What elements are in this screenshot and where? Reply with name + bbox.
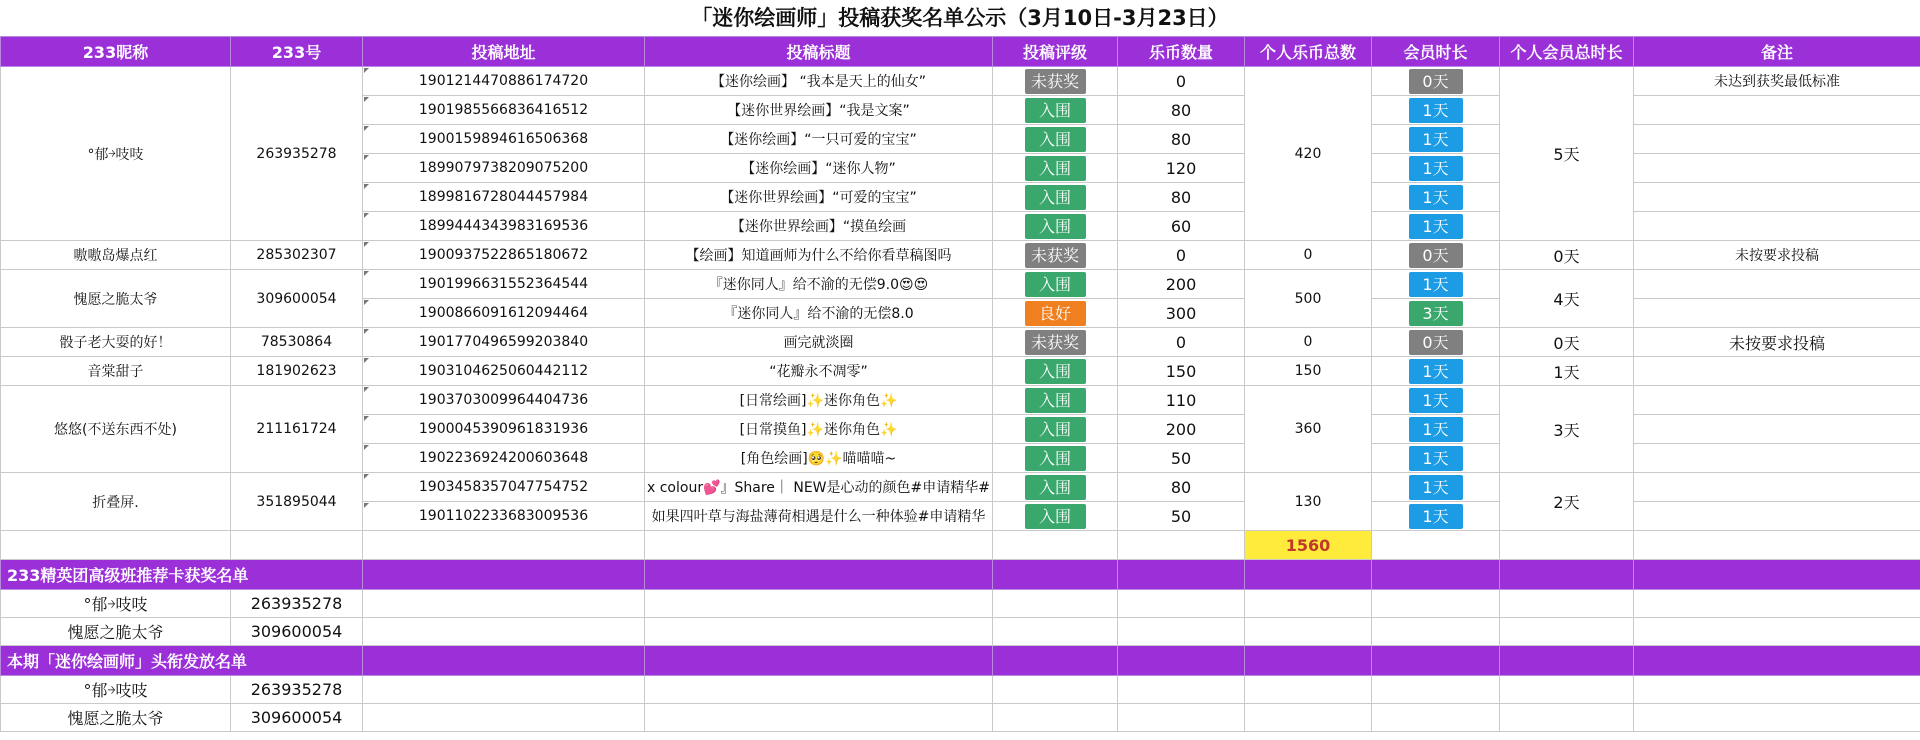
empty-cell — [645, 531, 993, 560]
section-title: 本期「迷你绘画师」头衔发放名单 — [1, 646, 363, 676]
table-row — [1, 241, 1920, 270]
note-cell — [1634, 502, 1920, 531]
header-rating: 投稿评级 — [993, 37, 1118, 67]
note-cell — [1634, 357, 1920, 386]
note-cell — [1634, 96, 1920, 125]
note-cell — [1634, 444, 1920, 473]
post-url-cell[interactable]: 1899816728044457984 — [363, 183, 645, 212]
rating-badge: 未获奖 — [1025, 243, 1086, 268]
empty-cell — [1634, 531, 1920, 560]
user-id-cell: 181902623 — [231, 357, 363, 386]
nickname-cell: 音棠甜子 — [1, 357, 231, 386]
user-id-cell: 263935278 — [231, 590, 363, 618]
coin-total-cell: 420 — [1245, 67, 1372, 241]
note-cell — [1634, 415, 1920, 444]
coins-cell: 80 — [1118, 473, 1245, 502]
note-cell — [1634, 299, 1920, 328]
member-total-cell: 2天 — [1500, 473, 1634, 531]
coins-cell: 0 — [1118, 67, 1245, 96]
rating-cell — [993, 212, 1118, 241]
note-cell — [1634, 212, 1920, 241]
member-cell — [1372, 415, 1500, 444]
post-url-cell[interactable]: 1900937522865180672 — [363, 241, 645, 270]
rating-cell — [993, 357, 1118, 386]
rating-cell — [993, 299, 1118, 328]
coins-cell: 300 — [1118, 299, 1245, 328]
header-row — [1, 37, 1920, 67]
user-id-cell: 211161724 — [231, 386, 363, 473]
rating-badge: 入围 — [1025, 417, 1086, 442]
user-id-cell: 351895044 — [231, 473, 363, 531]
member-cell — [1372, 328, 1500, 357]
post-url-cell[interactable]: 1899444343983169536 — [363, 212, 645, 241]
post-url-cell[interactable]: 1902236924200603648 — [363, 444, 645, 473]
member-badge: 1天 — [1409, 446, 1463, 471]
post-title-cell: 【迷你绘画】“一只可爱的宝宝” — [645, 125, 993, 154]
coins-cell: 120 — [1118, 154, 1245, 183]
header-member-total: 个人会员总时长 — [1500, 37, 1634, 67]
post-url-cell[interactable]: 1903703009964404736 — [363, 386, 645, 415]
member-badge: 1天 — [1409, 98, 1463, 123]
coins-cell: 0 — [1118, 328, 1245, 357]
user-id-cell: 263935278 — [231, 676, 363, 704]
member-total-cell: 0天 — [1500, 328, 1634, 357]
member-total-cell: 1天 — [1500, 357, 1634, 386]
table-row — [1, 328, 1920, 357]
member-cell — [1372, 241, 1500, 270]
post-url-cell[interactable]: 1901985566836416512 — [363, 96, 645, 125]
rating-badge: 入围 — [1025, 388, 1086, 413]
rating-badge: 良好 — [1025, 301, 1086, 326]
coins-cell: 200 — [1118, 270, 1245, 299]
note-cell — [1634, 125, 1920, 154]
nickname-cell: 悠悠(不送东西不处) — [1, 386, 231, 473]
coins-cell: 60 — [1118, 212, 1245, 241]
post-title-cell: x colour💕』Share｜ NEW是心动的颜色#申请精华# — [645, 473, 993, 502]
empty-cell — [1, 531, 231, 560]
nickname-cell: °郁￫吱吱 — [1, 590, 231, 618]
member-badge: 1天 — [1409, 475, 1463, 500]
post-title-cell: [角色绘画]🥺✨喵喵喵~ — [645, 444, 993, 473]
table-row — [1, 67, 1920, 96]
member-cell — [1372, 357, 1500, 386]
post-title-cell: 【迷你绘画】“迷你人物” — [645, 154, 993, 183]
rating-cell — [993, 183, 1118, 212]
rating-cell — [993, 502, 1118, 531]
list-item — [1, 704, 1920, 732]
member-cell — [1372, 125, 1500, 154]
post-title-cell: 【迷你世界绘画】“可爱的宝宝” — [645, 183, 993, 212]
empty-cell — [1372, 531, 1500, 560]
post-title-cell: 【绘画】知道画师为什么不给你看草稿图吗 — [645, 241, 993, 270]
nickname-cell: 嗷嗷岛爆点红 — [1, 241, 231, 270]
coins-cell: 80 — [1118, 183, 1245, 212]
table-row — [1, 357, 1920, 386]
section-title: 233精英团高级班推荐卡获奖名单 — [1, 560, 363, 590]
rating-badge: 入围 — [1025, 504, 1086, 529]
rating-badge: 入围 — [1025, 272, 1086, 297]
header-title: 投稿标题 — [645, 37, 993, 67]
coin-total-cell: 130 — [1245, 473, 1372, 531]
rating-badge: 未获奖 — [1025, 69, 1086, 94]
rating-cell — [993, 444, 1118, 473]
post-title-cell: “花瓣永不凋零” — [645, 357, 993, 386]
section-header-title-award — [1, 646, 1920, 676]
rating-badge: 入围 — [1025, 446, 1086, 471]
empty-cell — [363, 531, 645, 560]
section-header-recommend — [1, 560, 1920, 590]
member-badge: 0天 — [1409, 69, 1463, 94]
member-cell — [1372, 270, 1500, 299]
post-url-cell[interactable]: 1900866091612094464 — [363, 299, 645, 328]
rating-cell — [993, 415, 1118, 444]
table-row — [1, 386, 1920, 415]
rating-cell — [993, 270, 1118, 299]
coins-cell: 0 — [1118, 241, 1245, 270]
post-url-cell[interactable]: 1903104625060442112 — [363, 357, 645, 386]
post-title-cell: 『迷你同人』给不渝的无偿8.0 — [645, 299, 993, 328]
rating-badge: 入围 — [1025, 127, 1086, 152]
nickname-cell: °郁￫吱吱 — [1, 67, 231, 241]
post-url-cell[interactable]: 1901214470886174720 — [363, 67, 645, 96]
member-cell — [1372, 444, 1500, 473]
member-badge: 0天 — [1409, 330, 1463, 355]
post-url-cell[interactable]: 1900045390961831936 — [363, 415, 645, 444]
user-id-cell: 78530864 — [231, 328, 363, 357]
nickname-cell: °郁￫吱吱 — [1, 676, 231, 704]
post-url-cell[interactable]: 1901102233683009536 — [363, 502, 645, 531]
total-row — [1, 531, 1920, 560]
note-cell — [1634, 183, 1920, 212]
post-title-cell: 如果四叶草与海盐薄荷相遇是什么一种体验#申请精华 — [645, 502, 993, 531]
list-item — [1, 676, 1920, 704]
table-row — [1, 270, 1920, 299]
coin-total-cell: 0 — [1245, 328, 1372, 357]
post-title-cell: 【迷你世界绘画】“摸鱼绘画 — [645, 212, 993, 241]
member-badge: 1天 — [1409, 388, 1463, 413]
nickname-cell: 愧愿之脆太爷 — [1, 270, 231, 328]
member-badge: 1天 — [1409, 417, 1463, 442]
note-cell — [1634, 270, 1920, 299]
member-cell — [1372, 212, 1500, 241]
member-cell — [1372, 154, 1500, 183]
member-cell — [1372, 386, 1500, 415]
grand-total-cell: 1560 — [1245, 531, 1372, 560]
list-item — [1, 618, 1920, 646]
rating-badge: 入围 — [1025, 98, 1086, 123]
member-cell — [1372, 473, 1500, 502]
coin-total-cell: 150 — [1245, 357, 1372, 386]
note-cell — [1634, 154, 1920, 183]
member-cell — [1372, 502, 1500, 531]
note-cell — [1634, 473, 1920, 502]
coins-cell: 50 — [1118, 502, 1245, 531]
post-title-cell: 画完就淡圈 — [645, 328, 993, 357]
rating-cell — [993, 125, 1118, 154]
post-url-cell[interactable]: 1899079738209075200 — [363, 154, 645, 183]
post-title-cell: [日常绘画]✨迷你角色✨ — [645, 386, 993, 415]
rating-cell — [993, 473, 1118, 502]
list-item — [1, 590, 1920, 618]
member-badge: 1天 — [1409, 504, 1463, 529]
nickname-cell: 愧愿之脆太爷 — [1, 704, 231, 732]
header-member: 会员时长 — [1372, 37, 1500, 67]
rating-cell — [993, 328, 1118, 357]
rating-cell — [993, 67, 1118, 96]
coins-cell: 200 — [1118, 415, 1245, 444]
empty-cell — [1500, 531, 1634, 560]
empty-cell — [993, 531, 1118, 560]
header-coin-total: 个人乐币总数 — [1245, 37, 1372, 67]
header-note: 备注 — [1634, 37, 1920, 67]
header-coins: 乐币数量 — [1118, 37, 1245, 67]
member-total-cell: 3天 — [1500, 386, 1634, 473]
member-badge: 1天 — [1409, 359, 1463, 384]
award-table — [0, 36, 1920, 732]
post-url-cell[interactable]: 1900159894616506368 — [363, 125, 645, 154]
member-badge: 0天 — [1409, 243, 1463, 268]
nickname-cell: 愧愿之脆太爷 — [1, 618, 231, 646]
rating-cell — [993, 154, 1118, 183]
member-badge: 3天 — [1409, 301, 1463, 326]
nickname-cell: 折叠屏. — [1, 473, 231, 531]
rating-cell — [993, 386, 1118, 415]
post-title-cell: [日常摸鱼]✨迷你角色✨ — [645, 415, 993, 444]
rating-badge: 入围 — [1025, 156, 1086, 181]
note-cell: 未达到获奖最低标准 — [1634, 67, 1920, 96]
note-cell: 未按要求投稿 — [1634, 328, 1920, 357]
member-cell — [1372, 67, 1500, 96]
nickname-cell: 骰子老大耍的好！ — [1, 328, 231, 357]
header-url: 投稿地址 — [363, 37, 645, 67]
member-cell — [1372, 96, 1500, 125]
user-id-cell: 309600054 — [231, 618, 363, 646]
note-cell — [1634, 386, 1920, 415]
coin-total-cell: 0 — [1245, 241, 1372, 270]
coin-total-cell: 360 — [1245, 386, 1372, 473]
post-title-cell: 【迷你世界绘画】“我是文案” — [645, 96, 993, 125]
coins-cell: 110 — [1118, 386, 1245, 415]
member-badge: 1天 — [1409, 127, 1463, 152]
rating-cell — [993, 241, 1118, 270]
member-badge: 1天 — [1409, 185, 1463, 210]
member-total-cell: 0天 — [1500, 241, 1634, 270]
empty-cell — [1118, 531, 1245, 560]
coins-cell: 50 — [1118, 444, 1245, 473]
rating-cell — [993, 96, 1118, 125]
user-id-cell: 263935278 — [231, 67, 363, 241]
coins-cell: 80 — [1118, 96, 1245, 125]
rating-badge: 未获奖 — [1025, 330, 1086, 355]
member-total-cell: 5天 — [1500, 67, 1634, 241]
post-url-cell[interactable]: 1903458357047754752 — [363, 473, 645, 502]
coins-cell: 80 — [1118, 125, 1245, 154]
member-badge: 1天 — [1409, 156, 1463, 181]
user-id-cell: 309600054 — [231, 270, 363, 328]
member-total-cell: 4天 — [1500, 270, 1634, 328]
table-row — [1, 473, 1920, 502]
member-cell — [1372, 299, 1500, 328]
coins-cell: 150 — [1118, 357, 1245, 386]
post-title-cell: 【迷你绘画】 “我本是天上的仙女” — [645, 67, 993, 96]
post-url-cell[interactable]: 1901770496599203840 — [363, 328, 645, 357]
member-cell — [1372, 183, 1500, 212]
header-id: 233号 — [231, 37, 363, 67]
empty-cell — [231, 531, 363, 560]
page-title: 「迷你绘画师」投稿获奖名单公示（3月10日-3月23日） — [691, 6, 1229, 30]
rating-badge: 入围 — [1025, 475, 1086, 500]
rating-badge: 入围 — [1025, 359, 1086, 384]
header-nickname: 233昵称 — [1, 37, 231, 67]
user-id-cell: 309600054 — [231, 704, 363, 732]
user-id-cell: 285302307 — [231, 241, 363, 270]
rating-badge: 入围 — [1025, 214, 1086, 239]
member-badge: 1天 — [1409, 214, 1463, 239]
member-badge: 1天 — [1409, 272, 1463, 297]
post-title-cell: 『迷你同人』给不渝的无偿9.0😍😍 — [645, 270, 993, 299]
note-cell: 未按要求投稿 — [1634, 241, 1920, 270]
post-url-cell[interactable]: 1901996631552364544 — [363, 270, 645, 299]
coin-total-cell: 500 — [1245, 270, 1372, 328]
rating-badge: 入围 — [1025, 185, 1086, 210]
